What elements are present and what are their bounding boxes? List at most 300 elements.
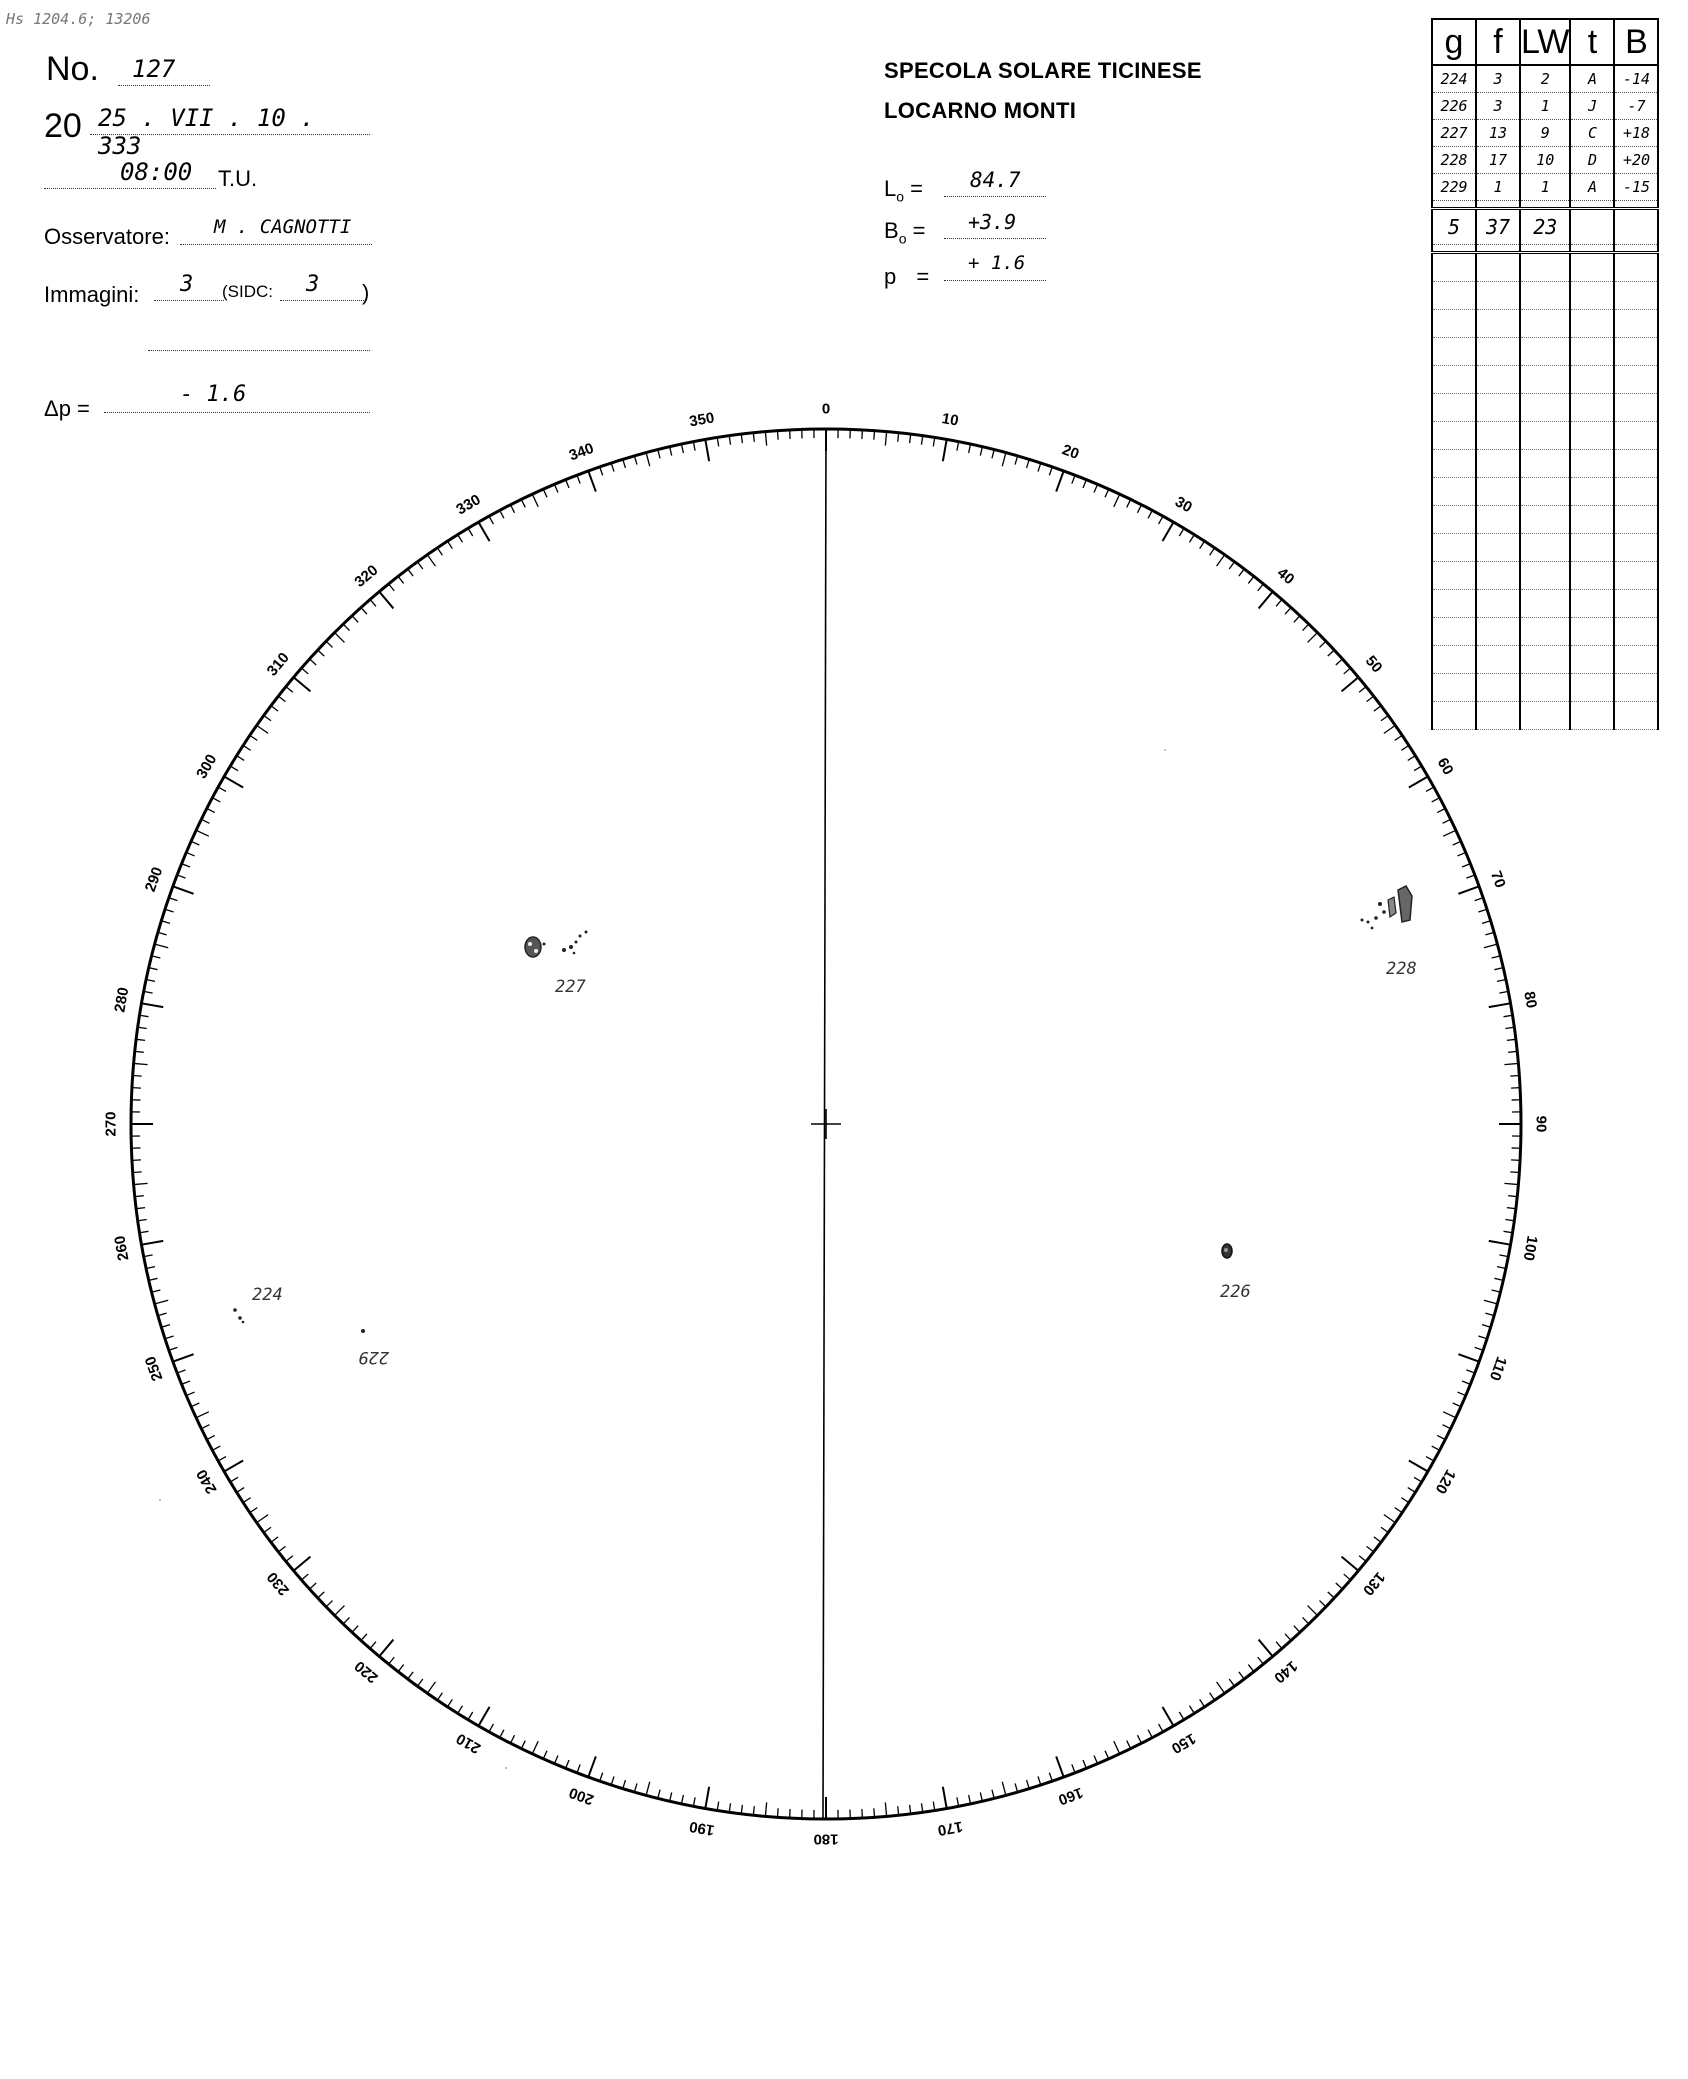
scale-tick	[1494, 968, 1503, 970]
archive-note: Hs 1204.6; 13206	[6, 10, 151, 28]
cell-g: 229	[1432, 174, 1476, 201]
scale-tick	[427, 1682, 435, 1693]
scale-tick	[489, 516, 493, 524]
scale-tick	[1190, 1706, 1195, 1714]
sunspot	[585, 931, 588, 934]
scale-tick	[1114, 494, 1120, 507]
scale-tick	[693, 1797, 695, 1806]
scale-label-340: 340	[566, 439, 597, 465]
group-226	[1220, 1244, 1251, 1302]
scale-tick	[1342, 677, 1359, 691]
scale-tick	[1462, 864, 1470, 867]
scale-tick	[1083, 1760, 1086, 1768]
scale-label-230: 230	[263, 1568, 293, 1599]
scale-tick	[554, 1755, 558, 1763]
scale-tick	[980, 447, 982, 456]
sidc-close: )	[362, 280, 370, 305]
scale-tick	[230, 1477, 238, 1482]
sunspot	[573, 952, 576, 955]
scale-tick	[370, 1642, 376, 1649]
sunspot	[1371, 927, 1374, 930]
sunspot	[1374, 916, 1378, 920]
sunspot	[1382, 910, 1386, 914]
sunspot	[1361, 919, 1364, 922]
scale-label-130: 130	[1359, 1568, 1389, 1599]
scale-tick	[717, 438, 718, 447]
scale-tick	[1492, 1290, 1501, 1292]
scale-tick	[969, 1795, 971, 1804]
scale-tick	[243, 745, 251, 750]
scale-tick	[1401, 745, 1409, 750]
cell-f: 3	[1476, 93, 1520, 120]
scale-tick	[577, 475, 580, 483]
scale-tick	[543, 1751, 547, 1759]
cell-t: D	[1570, 147, 1614, 174]
scale-tick	[152, 956, 161, 958]
cell-lw: 1	[1520, 93, 1570, 120]
scale-tick	[1163, 1707, 1174, 1726]
scale-tick	[1336, 659, 1343, 665]
scale-tick	[500, 1730, 504, 1738]
scale-tick	[1432, 798, 1440, 802]
observatory-name: SPECOLA SOLARE TICINESE	[884, 58, 1202, 83]
scale-label-300: 300	[193, 751, 221, 782]
total-g: 5	[1432, 209, 1476, 245]
scale-label-0: 0	[821, 400, 831, 418]
scale-label-120: 120	[1431, 1466, 1459, 1497]
scale-tick	[230, 766, 238, 771]
scale-tick	[264, 715, 271, 720]
scale-label-270: 270	[102, 1111, 120, 1137]
scale-tick	[489, 1724, 493, 1732]
scale-tick	[1328, 650, 1335, 656]
l0-eq: =	[910, 176, 924, 201]
scale-tick	[874, 1808, 875, 1817]
scale-tick	[1426, 1457, 1434, 1461]
scale-tick	[133, 1076, 142, 1077]
scale-tick	[532, 494, 538, 507]
scale-tick	[1504, 1231, 1513, 1232]
scale-tick	[142, 1003, 164, 1007]
scale-tick	[398, 1665, 404, 1672]
scale-tick	[1453, 841, 1461, 845]
cell-g: 224	[1432, 65, 1476, 93]
scale-label-190: 190	[688, 1817, 716, 1839]
scale-tick	[646, 453, 650, 467]
scale-tick	[1294, 616, 1300, 623]
sunspot-detail	[528, 942, 532, 946]
group-228	[1361, 886, 1417, 979]
scan-speck	[505, 1767, 507, 1769]
scale-tick	[271, 706, 278, 711]
scale-tick	[1217, 555, 1225, 566]
scale-tick	[343, 1617, 349, 1623]
scale-tick	[158, 932, 167, 934]
sunspot	[242, 1321, 245, 1324]
scale-label-320: 320	[351, 561, 382, 591]
cell-f: 3	[1476, 65, 1520, 93]
cell-f: 1	[1476, 174, 1520, 201]
scale-tick	[532, 1741, 538, 1754]
observer-label: Osservatore:	[44, 224, 170, 249]
scale-tick	[1303, 624, 1309, 630]
scale-tick	[1374, 706, 1381, 711]
sunspot-detail	[1224, 1248, 1228, 1252]
scale-tick	[1426, 787, 1434, 791]
header-g: g	[1432, 19, 1476, 65]
scale-label-100: 100	[1519, 1234, 1541, 1262]
cell-b: +18	[1614, 120, 1658, 147]
cell-lw: 1	[1520, 174, 1570, 201]
scale-tick	[1367, 1546, 1374, 1552]
sunspot	[361, 1329, 365, 1333]
sunspot	[525, 937, 541, 957]
cell-g: 228	[1432, 147, 1476, 174]
scale-tick	[765, 432, 766, 446]
scale-tick	[191, 1403, 199, 1407]
scale-tick	[257, 1515, 268, 1523]
scale-tick	[1342, 1557, 1359, 1571]
scale-tick	[1367, 696, 1374, 702]
scale-tick	[310, 1583, 317, 1589]
scale-label-210: 210	[453, 1729, 484, 1757]
scale-tick	[301, 668, 308, 674]
scale-label-280: 280	[111, 986, 133, 1014]
scale-tick	[566, 1760, 569, 1768]
scale-tick	[278, 696, 285, 702]
scale-tick	[155, 1300, 169, 1304]
scale-tick	[182, 864, 190, 867]
scale-tick	[1443, 830, 1456, 836]
scale-tick	[1137, 1735, 1141, 1743]
scale-tick	[218, 787, 226, 791]
scale-tick	[165, 909, 174, 912]
scale-tick	[1163, 522, 1174, 541]
scale-tick	[1137, 505, 1141, 513]
scale-tick	[1038, 463, 1041, 472]
scale-tick	[521, 499, 525, 507]
scale-tick	[169, 1347, 178, 1350]
scale-tick	[257, 725, 268, 733]
scale-tick	[1478, 1336, 1487, 1339]
scale-tick	[352, 1626, 358, 1633]
scale-tick	[447, 541, 452, 549]
scale-tick	[1336, 1583, 1343, 1589]
scale-tick	[1408, 1488, 1416, 1493]
scale-tick	[379, 592, 393, 609]
scale-tick	[326, 641, 332, 647]
sunspot-detail	[534, 949, 538, 953]
total-f: 37	[1476, 209, 1520, 245]
scale-tick	[1485, 1313, 1494, 1315]
scale-tick	[980, 1792, 982, 1801]
scale-tick	[250, 1508, 257, 1513]
cell-g: 227	[1432, 120, 1476, 147]
scale-tick	[134, 1063, 148, 1064]
scale-tick	[1504, 1183, 1518, 1184]
scale-tick	[957, 442, 959, 451]
scale-tick	[1094, 1755, 1098, 1763]
scale-tick	[224, 1461, 243, 1472]
scale-tick	[479, 1707, 490, 1726]
scale-label-50: 50	[1361, 652, 1386, 677]
scale-tick	[1484, 1300, 1498, 1304]
scale-tick	[1499, 1255, 1508, 1257]
scale-tick	[600, 1773, 603, 1782]
scale-tick	[1510, 1172, 1519, 1173]
scale-tick	[134, 1183, 148, 1184]
scale-tick	[169, 898, 178, 901]
scale-tick	[271, 1537, 278, 1542]
scale-tick	[658, 450, 660, 459]
scale-tick	[1210, 548, 1215, 555]
scale-tick	[250, 735, 257, 740]
scale-label-250: 250	[141, 1353, 167, 1384]
scale-tick	[778, 1808, 779, 1817]
scale-tick	[1504, 1015, 1513, 1016]
scale-tick	[1437, 1435, 1445, 1439]
scale-tick	[566, 480, 569, 488]
scale-label-350: 350	[688, 409, 716, 431]
scale-tick	[1414, 766, 1422, 771]
cell-f: 17	[1476, 147, 1520, 174]
scale-tick	[1248, 1665, 1254, 1672]
scale-tick	[1002, 1782, 1006, 1796]
b0-eq: =	[912, 218, 926, 243]
sunspot	[543, 943, 546, 946]
sunspot	[1378, 902, 1382, 906]
scale-tick	[717, 1802, 718, 1811]
header-t: t	[1570, 19, 1614, 65]
cell-g: 226	[1432, 93, 1476, 120]
scale-tick	[1466, 875, 1474, 878]
cell-b: +20	[1614, 147, 1658, 174]
scale-tick	[237, 756, 245, 761]
scale-tick	[957, 1797, 959, 1806]
scale-tick	[146, 980, 155, 982]
cell-t: A	[1570, 174, 1614, 201]
scale-tick	[161, 1325, 170, 1328]
scale-label-110: 110	[1485, 1354, 1511, 1383]
scale-tick	[1457, 852, 1465, 856]
scale-tick	[468, 1712, 473, 1720]
scale-tick	[173, 886, 194, 894]
scale-label-290: 290	[141, 864, 167, 895]
scale-label-160: 160	[1055, 1783, 1086, 1809]
scale-tick	[705, 440, 709, 462]
number-label: No.	[46, 50, 99, 88]
scale-tick	[343, 624, 349, 630]
scale-tick	[1458, 886, 1479, 894]
scale-tick	[600, 467, 603, 476]
scale-tick	[1484, 944, 1498, 948]
scale-tick	[301, 1574, 308, 1580]
scale-tick	[177, 1370, 185, 1373]
scale-tick	[1499, 991, 1508, 993]
scale-tick	[1259, 592, 1273, 609]
scale-tick	[1359, 687, 1366, 693]
scale-tick	[1478, 909, 1487, 912]
b0-label: B	[884, 218, 899, 243]
scale-tick	[1027, 459, 1030, 468]
scale-tick	[1294, 1626, 1300, 1633]
scale-tick	[1190, 535, 1195, 543]
scale-tick	[969, 444, 971, 453]
cell-b: -15	[1614, 174, 1658, 201]
scale-tick	[417, 562, 422, 569]
scale-tick	[458, 1706, 463, 1714]
scale-tick	[885, 432, 886, 446]
scale-tick	[943, 1787, 947, 1809]
sunspot	[562, 948, 566, 952]
scale-label-80: 80	[1520, 990, 1540, 1010]
scale-tick	[379, 1640, 393, 1657]
scale-tick	[670, 1792, 672, 1801]
scale-tick	[326, 1601, 332, 1607]
scale-label-60: 60	[1433, 755, 1457, 778]
scale-tick	[1159, 1724, 1163, 1732]
scale-tick	[161, 921, 170, 924]
scale-tick	[623, 459, 626, 468]
scale-tick	[149, 1278, 158, 1280]
sidc-label: (SIDC:	[222, 282, 273, 301]
scale-tick	[1159, 516, 1163, 524]
scale-tick	[1381, 715, 1388, 720]
scale-tick	[1083, 480, 1086, 488]
scale-tick	[1105, 1751, 1109, 1759]
time-value: 08:00	[120, 158, 193, 186]
cell-lw: 2	[1520, 65, 1570, 93]
images-label: Immagini:	[44, 282, 140, 307]
scale-tick	[1462, 1381, 1470, 1384]
observer-value: M . CAGNOTTI	[214, 216, 352, 238]
scale-tick	[1485, 932, 1494, 934]
scale-tick	[1384, 1515, 1395, 1523]
scale-tick	[588, 1756, 596, 1777]
scale-tick	[286, 1556, 293, 1562]
observatory-location: LOCARNO MONTI	[884, 98, 1077, 123]
scale-tick	[1497, 1267, 1506, 1269]
p-value: + 1.6	[968, 252, 1026, 274]
scale-tick	[1457, 1392, 1465, 1396]
images-value: 3	[180, 272, 194, 297]
scale-tick	[318, 650, 325, 656]
b0-value: +3.9	[968, 210, 1017, 234]
scale-tick	[152, 1290, 161, 1292]
delta-p-value: - 1.6	[180, 382, 247, 407]
p-label: p	[884, 264, 897, 289]
time-unit-label: T.U.	[218, 166, 258, 191]
scale-tick	[335, 1606, 345, 1616]
scale-tick	[408, 1672, 413, 1679]
scale-tick	[521, 1741, 525, 1749]
scale-tick	[611, 1776, 614, 1785]
scale-tick	[1002, 453, 1006, 467]
year-prefix: 20	[44, 107, 82, 145]
group-label-229: 229	[358, 1347, 389, 1367]
scale-tick	[1210, 1693, 1215, 1700]
scale-tick	[370, 599, 376, 606]
scale-tick	[479, 522, 490, 541]
scale-tick	[1285, 608, 1291, 615]
scale-tick	[933, 1802, 934, 1811]
scale-tick	[201, 1425, 209, 1429]
scale-tick	[218, 1457, 226, 1461]
sunspot	[1388, 897, 1396, 917]
scale-tick	[1443, 819, 1451, 823]
sunspot	[233, 1308, 237, 1312]
scale-tick	[286, 687, 293, 693]
scale-tick	[1179, 1712, 1184, 1720]
scale-tick	[1359, 1556, 1366, 1562]
cell-lw: 9	[1520, 120, 1570, 147]
scale-label-150: 150	[1168, 1729, 1199, 1757]
scale-label-20: 20	[1059, 441, 1082, 463]
scale-tick	[389, 584, 395, 591]
scale-tick	[1072, 475, 1075, 483]
scale-tick	[1308, 1606, 1318, 1616]
delta-p-label: Δp =	[44, 396, 90, 421]
scale-tick	[1105, 489, 1109, 497]
scale-tick	[237, 1488, 245, 1493]
scale-tick	[1409, 777, 1428, 788]
scale-tick	[1437, 808, 1445, 812]
scale-tick	[1381, 1527, 1388, 1532]
scale-tick	[1303, 1617, 1309, 1623]
scale-tick	[468, 528, 473, 536]
scale-tick	[158, 1313, 167, 1315]
scale-tick	[1319, 1601, 1325, 1607]
scale-label-140: 140	[1270, 1657, 1301, 1687]
scale-tick	[1015, 1783, 1017, 1792]
scale-tick	[186, 852, 194, 856]
scale-tick	[182, 1381, 190, 1384]
scale-tick	[207, 1435, 215, 1439]
scale-tick	[1453, 1403, 1461, 1407]
header-b: B	[1614, 19, 1658, 65]
scale-tick	[634, 1783, 636, 1792]
scale-tick	[133, 1172, 142, 1173]
l0-sub: o	[896, 188, 905, 205]
cell-lw: 10	[1520, 147, 1570, 174]
scale-tick	[1458, 1354, 1479, 1362]
scale-tick	[1056, 471, 1064, 492]
scale-tick	[294, 1557, 311, 1571]
scale-tick	[543, 489, 547, 497]
cell-f: 13	[1476, 120, 1520, 147]
scale-label-180: 180	[813, 1830, 839, 1848]
scale-tick	[1489, 1241, 1511, 1245]
scale-tick	[1344, 668, 1351, 674]
scale-tick	[1395, 735, 1402, 740]
scale-tick	[1148, 1730, 1152, 1738]
scale-tick	[1217, 1682, 1225, 1693]
scale-label-260: 260	[111, 1234, 133, 1262]
l0-value: 84.7	[970, 168, 1021, 192]
sunspot	[579, 935, 582, 938]
scale-label-90: 90	[1532, 1115, 1550, 1133]
scale-tick	[670, 447, 672, 456]
scale-tick	[1049, 1773, 1052, 1782]
scale-tick	[1489, 1003, 1511, 1007]
scale-tick	[1504, 1063, 1518, 1064]
scale-tick	[1414, 1477, 1422, 1482]
sunspot	[1367, 921, 1370, 924]
scale-label-40: 40	[1273, 564, 1298, 589]
scale-label-330: 330	[453, 491, 484, 519]
scale-tick	[186, 1392, 194, 1396]
total-lw: 23	[1520, 209, 1570, 245]
